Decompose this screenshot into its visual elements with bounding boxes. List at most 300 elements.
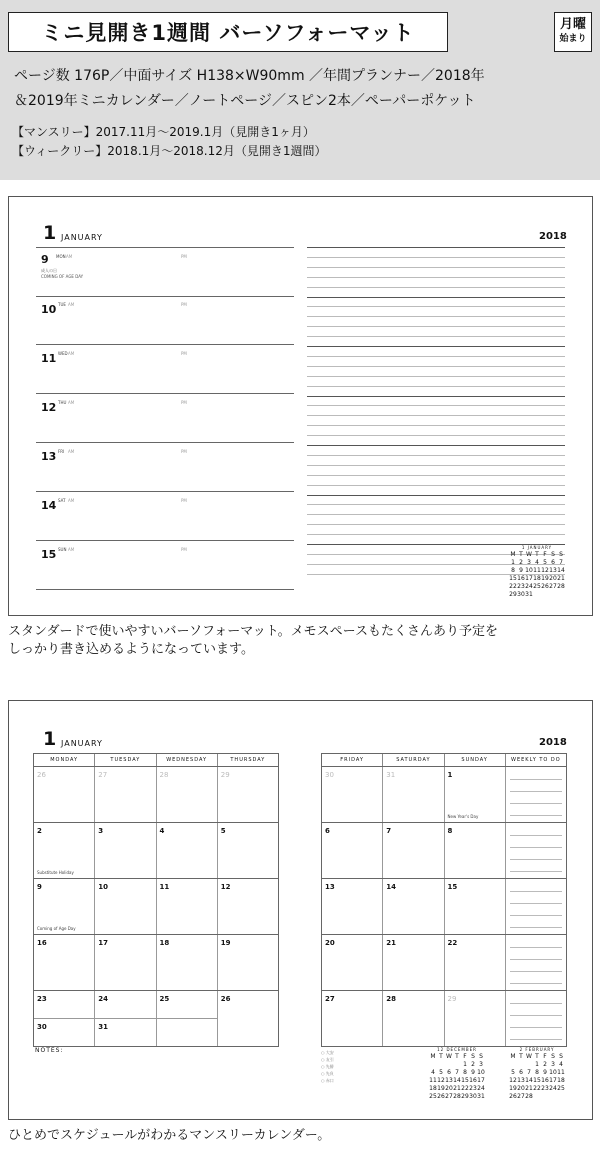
holiday-jp: 成人の日 bbox=[41, 268, 57, 273]
week-row bbox=[34, 879, 278, 935]
todo-line bbox=[510, 803, 562, 804]
mini-date: 11 bbox=[557, 1069, 565, 1076]
day-cell bbox=[445, 823, 506, 878]
day-row-tue bbox=[36, 296, 294, 345]
mini-calendar-dates bbox=[429, 1061, 485, 1101]
day-number: 29 bbox=[447, 995, 457, 1003]
mini-date: 26 bbox=[509, 1093, 517, 1100]
cell-divider bbox=[157, 1018, 217, 1019]
mini-date: 25 bbox=[533, 583, 541, 590]
mini-date: 10 bbox=[549, 1069, 557, 1076]
mini-date bbox=[517, 1061, 525, 1069]
mini-date: 6 bbox=[519, 1069, 523, 1076]
mini-weekday: T bbox=[455, 1053, 459, 1060]
monthly-range: 【マンスリー】2017.11月～2019.1月（見開き1ヶ月） bbox=[12, 125, 315, 139]
memo-line bbox=[307, 386, 565, 387]
day-cell bbox=[157, 767, 218, 822]
mini-weekday: S bbox=[479, 1053, 483, 1060]
day-cell bbox=[218, 767, 278, 822]
mini-date: 30 bbox=[517, 591, 525, 598]
todo-line bbox=[510, 871, 562, 872]
mini-calendar-december bbox=[429, 1047, 485, 1101]
day-number: 14 bbox=[386, 883, 396, 891]
mini-date: 31 bbox=[477, 1093, 485, 1100]
day-number: 8 bbox=[447, 827, 453, 835]
mini-date: 10 bbox=[525, 567, 533, 574]
mini-date bbox=[429, 1061, 437, 1069]
legend-item: ○ 友引 bbox=[321, 1057, 334, 1062]
day-cell bbox=[445, 935, 506, 990]
memo-line bbox=[307, 306, 565, 307]
day-number: 11 bbox=[41, 352, 57, 365]
monthly-month-number: 1 bbox=[43, 728, 57, 750]
mini-weekday: T bbox=[439, 1053, 443, 1060]
day-name: TUE bbox=[58, 302, 66, 307]
day-number: 25 bbox=[159, 995, 170, 1003]
weekly-year: 2018 bbox=[539, 231, 567, 242]
holiday-note: Substitute Holiday bbox=[37, 870, 74, 875]
mini-date: 5 bbox=[543, 559, 547, 566]
day-number: 15 bbox=[447, 883, 458, 891]
day-cell bbox=[157, 879, 218, 934]
day-number: 29 bbox=[220, 771, 230, 779]
day-number: 9 bbox=[41, 253, 49, 266]
day-number: 13 bbox=[41, 450, 57, 463]
day-cell bbox=[445, 991, 506, 1046]
memo-line bbox=[307, 514, 565, 515]
todo-line bbox=[510, 1015, 562, 1016]
mini-weekday: M bbox=[430, 1053, 436, 1060]
memo-line bbox=[307, 435, 565, 436]
day-cell bbox=[383, 879, 444, 934]
mini-calendar-title: 12 DECEMBER bbox=[437, 1047, 477, 1052]
monthly-grid-right bbox=[321, 753, 567, 1047]
mini-weekday: S bbox=[551, 551, 555, 558]
memo-line bbox=[307, 247, 565, 248]
day-row-fri bbox=[36, 443, 294, 492]
day-number: 30 bbox=[325, 771, 334, 779]
day-cell bbox=[95, 823, 156, 878]
todo-line bbox=[510, 847, 562, 848]
day-number: 10 bbox=[41, 303, 57, 316]
todo-line bbox=[510, 779, 562, 780]
mini-weekday: M bbox=[510, 1053, 516, 1060]
pm-label: PM bbox=[181, 254, 187, 259]
mini-date: 13 bbox=[445, 1077, 453, 1084]
mini-date: 23 bbox=[517, 583, 525, 590]
day-number: 21 bbox=[386, 939, 396, 947]
day-name: SUN bbox=[58, 547, 67, 552]
mini-date: 12 bbox=[509, 1077, 517, 1084]
mini-date: 28 bbox=[557, 583, 565, 590]
mini-weekday: T bbox=[535, 551, 539, 558]
holiday-note: New Year's Day bbox=[447, 814, 479, 819]
mini-date: 22 bbox=[509, 583, 517, 590]
cell-divider bbox=[34, 1018, 94, 1019]
day-number: 14 bbox=[41, 499, 57, 512]
mini-date: 8 bbox=[511, 567, 515, 574]
day-number: 28 bbox=[159, 771, 169, 779]
day-cell bbox=[322, 823, 383, 878]
day-number: 1 bbox=[447, 771, 453, 779]
memo-line bbox=[307, 346, 565, 347]
weekly-todo-cell bbox=[506, 935, 566, 990]
mini-calendar-february bbox=[509, 1047, 565, 1101]
mini-date bbox=[437, 1061, 445, 1069]
mini-date: 23 bbox=[541, 1085, 549, 1092]
day-cell bbox=[383, 823, 444, 878]
am-label: AM bbox=[68, 351, 75, 356]
mini-date: 27 bbox=[549, 583, 557, 590]
monthly-spread-image bbox=[8, 700, 593, 1120]
product-header bbox=[0, 0, 600, 180]
day-number: 10 bbox=[98, 883, 108, 891]
mini-date: 15 bbox=[509, 575, 517, 582]
day-number: 23 bbox=[37, 995, 47, 1003]
mini-date: 9 bbox=[471, 1069, 475, 1076]
todo-line bbox=[510, 815, 562, 816]
mini-date: 3 bbox=[551, 1061, 555, 1068]
day-number: 13 bbox=[325, 883, 335, 891]
day-cell bbox=[95, 935, 156, 990]
mini-date: 1 bbox=[511, 559, 515, 566]
mini-date: 10 bbox=[477, 1069, 485, 1076]
weekday-header: SATURDAY bbox=[383, 754, 444, 766]
day-number: 12 bbox=[220, 883, 231, 891]
weekday-header: WEDNESDAY bbox=[157, 754, 218, 766]
memo-line bbox=[307, 504, 565, 505]
day-cell bbox=[157, 823, 218, 878]
product-title: ミニ見開き1週間 バーソフォーマット bbox=[8, 12, 448, 52]
mini-calendar-dates bbox=[509, 559, 565, 599]
day-cell bbox=[95, 767, 156, 822]
mini-date: 24 bbox=[525, 583, 533, 590]
memo-line bbox=[307, 336, 565, 337]
mini-date: 22 bbox=[461, 1085, 469, 1092]
mini-date: 19 bbox=[509, 1085, 517, 1092]
mini-date: 20 bbox=[549, 575, 557, 582]
pm-label: PM bbox=[181, 449, 187, 454]
memo-line bbox=[307, 396, 565, 397]
mini-weekday: F bbox=[543, 1053, 547, 1060]
weekly-month-name: JANUARY bbox=[61, 233, 103, 242]
day-row-wed bbox=[36, 345, 294, 394]
am-label: AM bbox=[68, 449, 75, 454]
memo-line bbox=[307, 287, 565, 288]
mini-weekday: T bbox=[535, 1053, 539, 1060]
day-number: 4 bbox=[159, 827, 165, 835]
mini-calendar-dates bbox=[509, 1061, 565, 1101]
day-number: 18 bbox=[159, 939, 170, 947]
memo-line bbox=[307, 425, 565, 426]
day-name: SAT bbox=[58, 498, 66, 503]
memo-line bbox=[307, 455, 565, 456]
day-cell bbox=[34, 879, 95, 934]
am-label: AM bbox=[68, 498, 75, 503]
mini-date: 12 bbox=[541, 567, 549, 574]
mini-date: 11 bbox=[429, 1077, 437, 1084]
weekday-header: FRIDAY bbox=[322, 754, 383, 766]
pm-label: PM bbox=[181, 498, 187, 503]
spec-line-1: ページ数 176P／中面サイズ H138×W90mm ／年間プランナー／2018年 bbox=[14, 68, 485, 84]
mini-date: 7 bbox=[527, 1069, 531, 1076]
mini-date: 15 bbox=[533, 1077, 541, 1084]
monthly-year: 2018 bbox=[539, 737, 567, 748]
memo-line bbox=[307, 267, 565, 268]
memo-line bbox=[307, 534, 565, 535]
day-cell bbox=[157, 991, 218, 1046]
todo-line bbox=[510, 927, 562, 928]
mini-date: 4 bbox=[431, 1069, 435, 1076]
mini-date: 25 bbox=[557, 1085, 565, 1092]
mini-date: 28 bbox=[525, 1093, 533, 1100]
day-cell bbox=[322, 879, 383, 934]
mini-calendar-title: 2 FEBRUARY bbox=[519, 1047, 555, 1052]
mini-date: 25 bbox=[429, 1093, 437, 1100]
mini-date: 2 bbox=[519, 559, 523, 566]
mini-date: 2 bbox=[543, 1061, 547, 1068]
mini-weekday: S bbox=[551, 1053, 555, 1060]
mini-date: 1 bbox=[535, 1061, 539, 1068]
legend-item: ○ 大安 bbox=[321, 1050, 334, 1055]
week-row bbox=[34, 767, 278, 823]
memo-line bbox=[307, 297, 565, 298]
day-cell bbox=[34, 767, 95, 822]
mini-date bbox=[509, 1061, 517, 1069]
mini-weekday: W bbox=[526, 1053, 532, 1060]
week-row bbox=[34, 991, 278, 1046]
week-row bbox=[34, 935, 278, 991]
mini-date: 9 bbox=[543, 1069, 547, 1076]
mini-date: 31 bbox=[525, 591, 533, 598]
day-row-thu bbox=[36, 394, 294, 443]
monthly-grid-left bbox=[33, 753, 279, 1047]
mini-date: 21 bbox=[525, 1085, 533, 1092]
mini-date: 3 bbox=[479, 1061, 483, 1068]
mini-date: 7 bbox=[559, 559, 563, 566]
mini-date: 2 bbox=[471, 1061, 475, 1068]
mini-date: 17 bbox=[477, 1077, 485, 1084]
day-number: 7 bbox=[386, 827, 392, 835]
mini-weekday: S bbox=[559, 551, 563, 558]
mini-calendar-january bbox=[509, 545, 565, 599]
day-cell bbox=[445, 767, 506, 822]
caption-weekly-1: スタンダードで使いやすいバーソフォーマット。メモスペースもたくさんあり予定を bbox=[8, 624, 498, 639]
mini-date: 29 bbox=[509, 591, 517, 598]
todo-line bbox=[510, 915, 562, 916]
day-number: 19 bbox=[220, 939, 231, 947]
weekly-todo-cell bbox=[506, 823, 566, 878]
mini-date: 4 bbox=[535, 559, 539, 566]
day-number: 11 bbox=[159, 883, 170, 891]
pm-label: PM bbox=[181, 400, 187, 405]
week-row bbox=[322, 879, 566, 935]
mini-date: 24 bbox=[477, 1085, 485, 1092]
mini-calendar-title: 1 JANUARY bbox=[521, 545, 553, 550]
pm-label: PM bbox=[181, 302, 187, 307]
week-start-label: 始まり bbox=[559, 34, 587, 44]
day-number: 26 bbox=[37, 771, 46, 779]
mini-weekday: S bbox=[471, 1053, 475, 1060]
day-row-sat bbox=[36, 492, 294, 541]
week-row bbox=[322, 767, 566, 823]
day-cell bbox=[95, 879, 156, 934]
weekday-header: MONDAY bbox=[34, 754, 95, 766]
mini-date: 20 bbox=[517, 1085, 525, 1092]
day-cell bbox=[218, 991, 278, 1046]
mini-calendar-weekdays bbox=[509, 551, 565, 559]
caption-weekly-2: しっかり書き込めるようになっています。 bbox=[8, 642, 254, 657]
day-number: 3 bbox=[98, 827, 104, 835]
weekly-range: 【ウィークリー】2018.1月～2018.12月（見開き1週間） bbox=[12, 144, 327, 158]
memo-line bbox=[307, 495, 565, 496]
mini-calendar-weekdays bbox=[509, 1053, 565, 1061]
mini-date: 20 bbox=[445, 1085, 453, 1092]
mini-weekday: S bbox=[559, 1053, 563, 1060]
mini-date: 16 bbox=[517, 575, 525, 582]
day-cell bbox=[218, 823, 278, 878]
mini-date: 17 bbox=[525, 575, 533, 582]
legend-item: ○ 先負 bbox=[321, 1071, 334, 1076]
mini-date: 13 bbox=[549, 567, 557, 574]
legend-item: ○ 赤口 bbox=[321, 1078, 334, 1083]
mini-date: 1 bbox=[463, 1061, 467, 1068]
memo-line bbox=[307, 316, 565, 317]
memo-line bbox=[307, 445, 565, 446]
day-name: WED bbox=[58, 351, 68, 356]
notes-label: NOTES: bbox=[35, 1047, 64, 1054]
mini-weekday: W bbox=[446, 1053, 452, 1060]
day-number: 24 bbox=[98, 995, 108, 1003]
day-number: 31 bbox=[386, 771, 396, 779]
day-cell bbox=[34, 991, 95, 1046]
mini-date: 14 bbox=[525, 1077, 533, 1084]
todo-line bbox=[510, 959, 562, 960]
mini-weekday: T bbox=[519, 1053, 523, 1060]
weekly-todo-cell bbox=[506, 879, 566, 934]
memo-line bbox=[307, 277, 565, 278]
mini-date: 16 bbox=[469, 1077, 477, 1084]
am-label: AM bbox=[68, 547, 75, 552]
todo-line bbox=[510, 971, 562, 972]
mini-weekday: M bbox=[510, 551, 516, 558]
mini-date: 4 bbox=[559, 1061, 563, 1068]
memo-line bbox=[307, 376, 565, 377]
spec-line-2: ＆2019年ミニカレンダー／ノートページ／スピン2本／ペーパーポケット bbox=[14, 93, 476, 109]
weekly-month-number: 1 bbox=[43, 222, 57, 244]
mini-weekday: T bbox=[519, 551, 523, 558]
mini-date: 28 bbox=[453, 1093, 461, 1100]
mini-date: 14 bbox=[453, 1077, 461, 1084]
day-number: 2 bbox=[37, 827, 42, 835]
mini-calendar-weekdays bbox=[429, 1053, 485, 1061]
todo-line bbox=[510, 1039, 562, 1040]
weekday-header-row bbox=[322, 754, 566, 767]
day-number: 27 bbox=[98, 771, 108, 779]
day-cell bbox=[383, 767, 444, 822]
week-row bbox=[322, 991, 566, 1046]
week-row bbox=[34, 823, 278, 879]
mini-date bbox=[445, 1061, 453, 1069]
pm-label: PM bbox=[181, 547, 187, 552]
weekday-header-row bbox=[34, 754, 278, 767]
mini-date: 27 bbox=[517, 1093, 525, 1100]
weekly-todo-cell bbox=[506, 767, 566, 822]
day-number: 12 bbox=[41, 401, 57, 414]
monthly-grid-right-body bbox=[322, 767, 566, 1046]
memo-line bbox=[307, 475, 565, 476]
mini-date bbox=[453, 1061, 461, 1069]
mini-date: 18 bbox=[533, 575, 541, 582]
rokuyo-legend bbox=[321, 1049, 334, 1084]
memo-line bbox=[307, 405, 565, 406]
day-cell bbox=[322, 935, 383, 990]
am-label: AM bbox=[66, 254, 73, 259]
todo-line bbox=[510, 791, 562, 792]
day-number: 16 bbox=[37, 939, 47, 947]
day-name: MON bbox=[56, 254, 66, 259]
holiday-note: Coming of Age Day bbox=[37, 926, 76, 931]
mini-date: 8 bbox=[463, 1069, 467, 1076]
day-number: 28 bbox=[386, 995, 396, 1003]
memo-line bbox=[307, 356, 565, 357]
todo-line bbox=[510, 835, 562, 836]
day-cell bbox=[383, 935, 444, 990]
mini-date: 9 bbox=[519, 567, 523, 574]
mini-date: 14 bbox=[557, 567, 565, 574]
mini-date: 30 bbox=[469, 1093, 477, 1100]
day-number: 6 bbox=[325, 827, 330, 835]
weekday-header: SUNDAY bbox=[445, 754, 506, 766]
mini-date bbox=[525, 1061, 533, 1069]
day-row-sun bbox=[36, 541, 294, 590]
mini-date: 21 bbox=[453, 1085, 461, 1092]
pm-label: PM bbox=[181, 351, 187, 356]
mini-date: 19 bbox=[541, 575, 549, 582]
caption-monthly: ひとめでスケジュールがわかるマンスリーカレンダー。 bbox=[8, 1128, 331, 1143]
mini-date: 11 bbox=[533, 567, 541, 574]
mini-date: 3 bbox=[527, 559, 531, 566]
mini-date: 5 bbox=[511, 1069, 515, 1076]
mini-date: 24 bbox=[549, 1085, 557, 1092]
memo-line bbox=[307, 326, 565, 327]
day-number: 27 bbox=[325, 995, 335, 1003]
weekday-header: TUESDAY bbox=[95, 754, 156, 766]
mini-date: 22 bbox=[533, 1085, 541, 1092]
mini-date: 18 bbox=[429, 1085, 437, 1092]
day-cell bbox=[34, 823, 95, 878]
mini-weekday: W bbox=[526, 551, 532, 558]
legend-item: ○ 先勝 bbox=[321, 1064, 334, 1069]
memo-line bbox=[307, 524, 565, 525]
week-start-badge bbox=[554, 12, 592, 52]
day-number: 15 bbox=[41, 548, 57, 561]
todo-line bbox=[510, 859, 562, 860]
memo-line bbox=[307, 465, 565, 466]
monthly-grid-left-body bbox=[34, 767, 278, 1046]
mini-date: 5 bbox=[439, 1069, 443, 1076]
todo-line bbox=[510, 983, 562, 984]
day-cell bbox=[157, 935, 218, 990]
memo-line bbox=[307, 415, 565, 416]
mini-date: 6 bbox=[551, 559, 555, 566]
day-number: 17 bbox=[98, 939, 108, 947]
mini-date: 17 bbox=[549, 1077, 557, 1084]
cell-divider bbox=[95, 1018, 155, 1019]
day-cell bbox=[95, 991, 156, 1046]
mini-date: 15 bbox=[461, 1077, 469, 1084]
monthly-month-name: JANUARY bbox=[61, 739, 103, 748]
